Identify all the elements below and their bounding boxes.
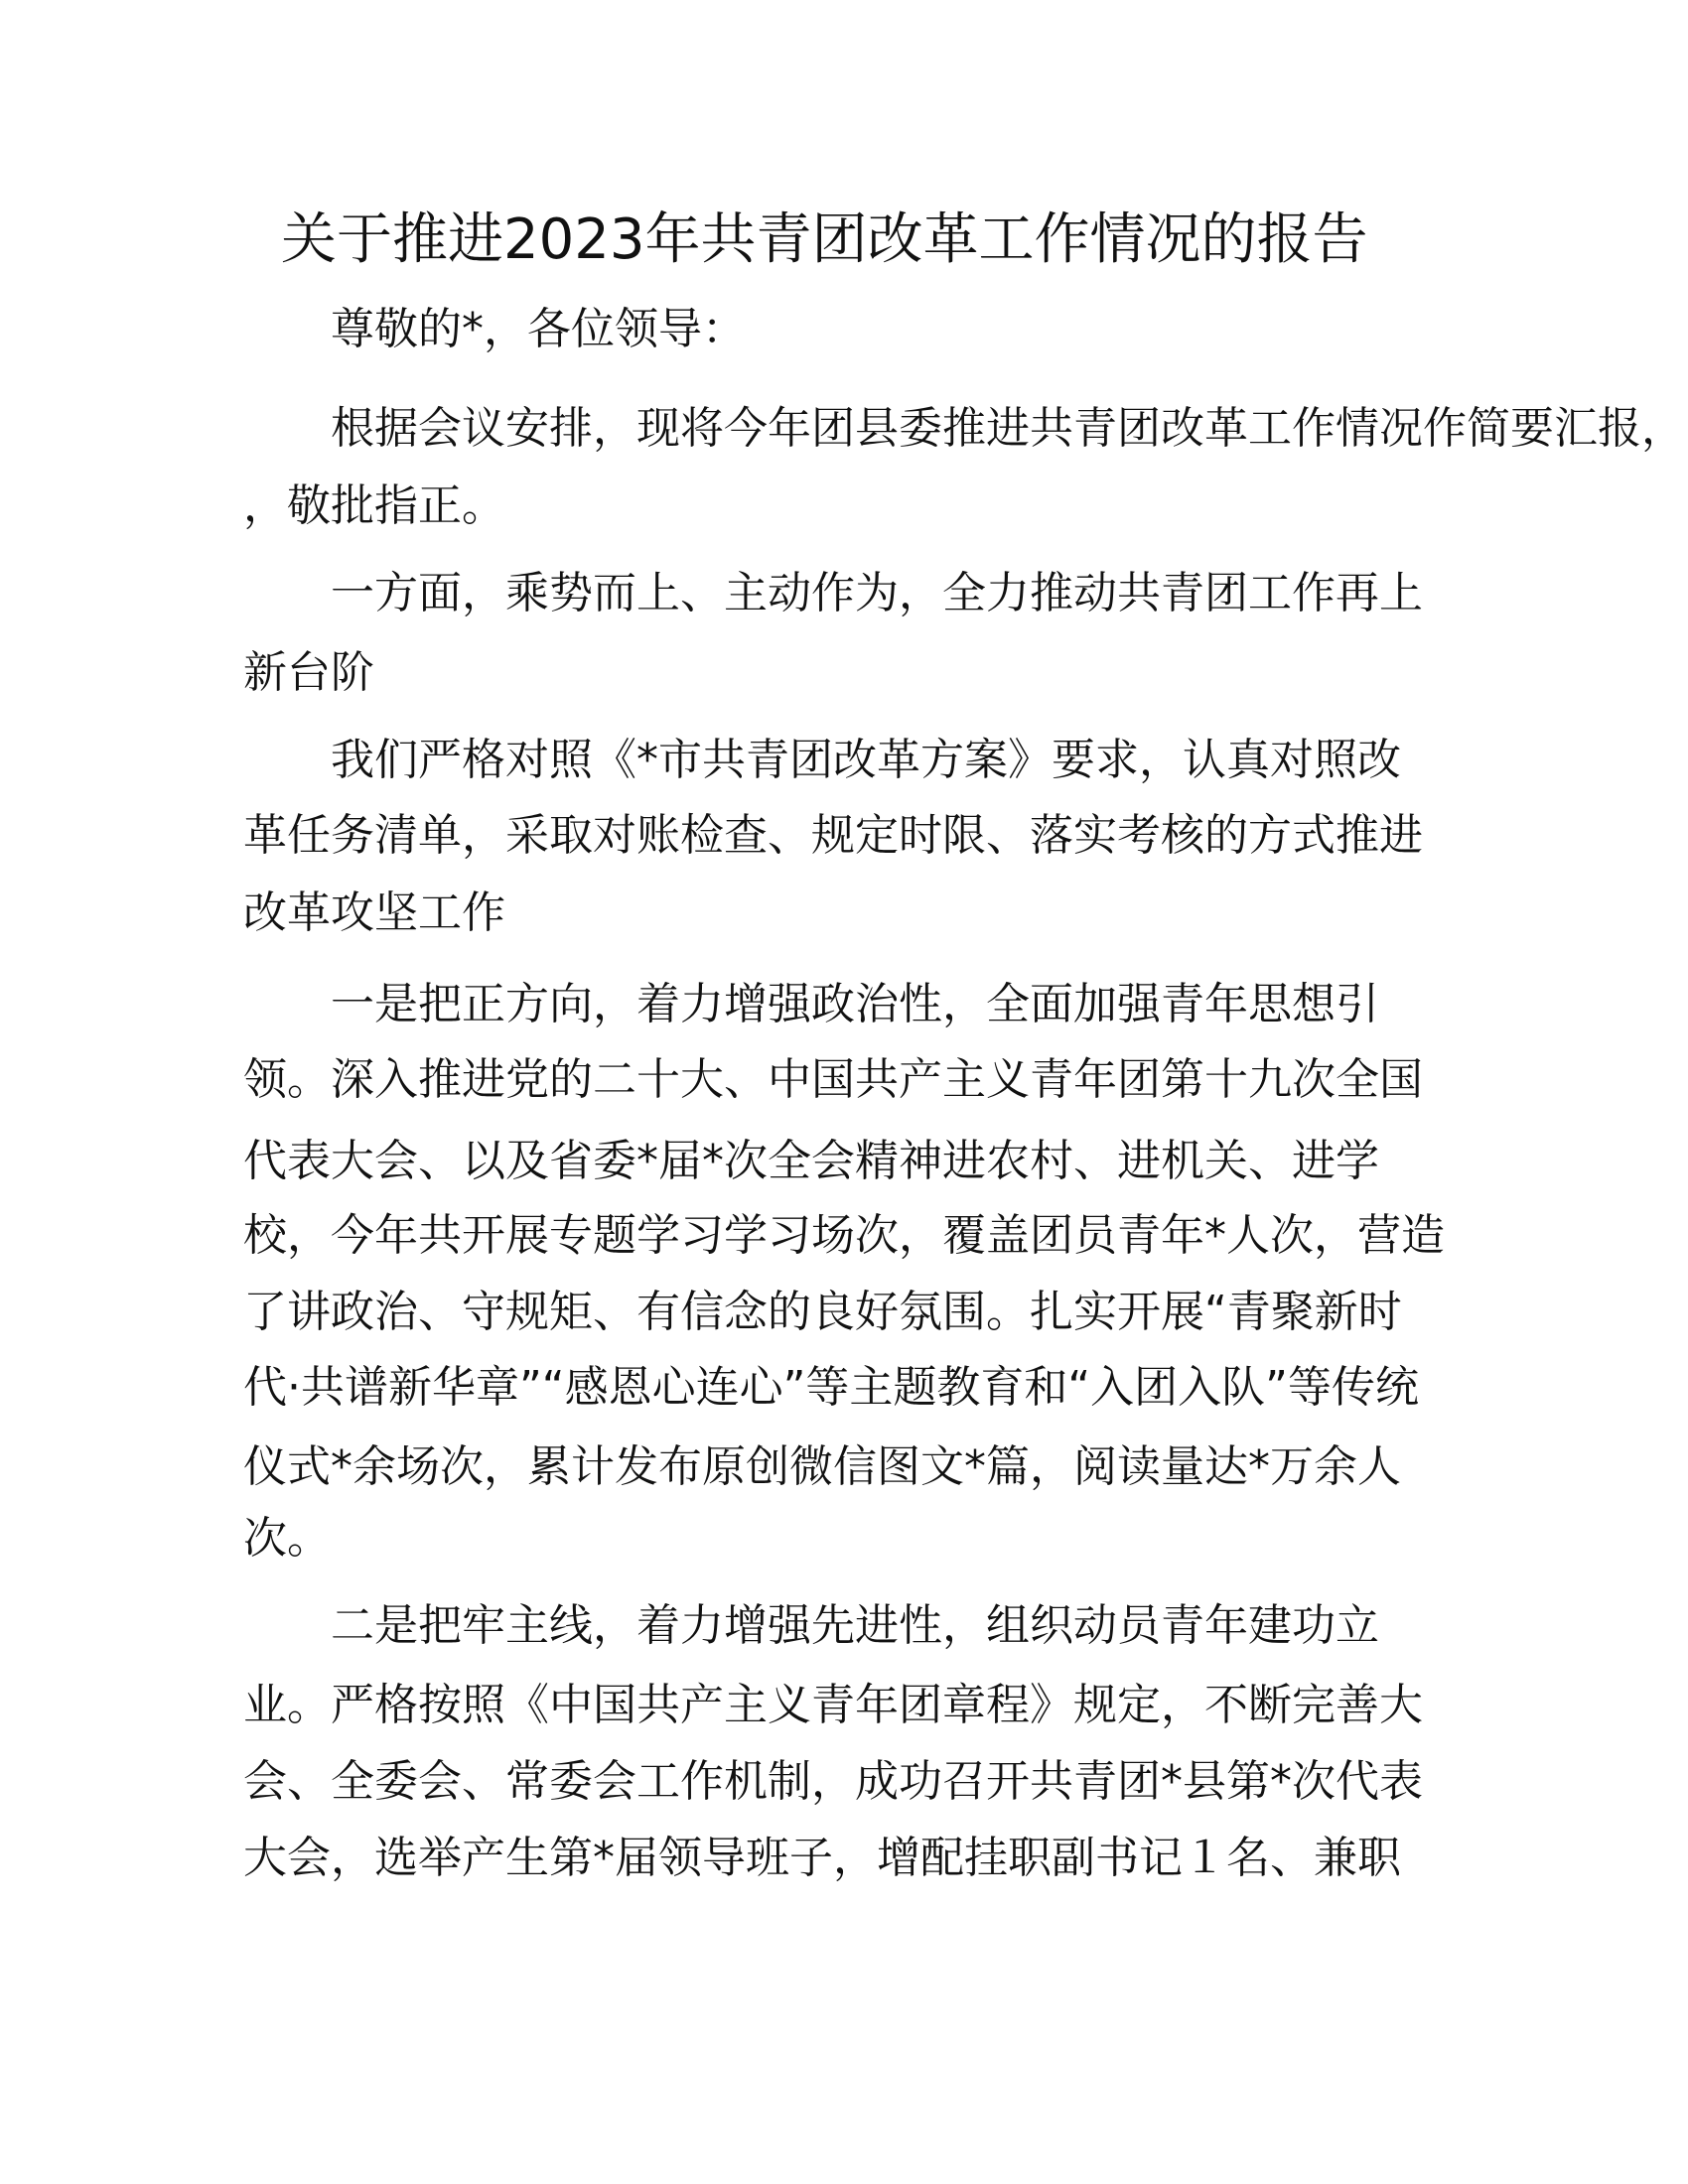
document-title: 关于推进2023年共青团改革工作情况的报告 bbox=[281, 207, 1368, 272]
paragraph-line: ，敬批指正。 bbox=[243, 480, 505, 531]
salutation-line: 尊敬的*，各位领导： bbox=[331, 304, 746, 354]
paragraph-line: 会、全委会、常委会工作机制，成功召开共青团*县第*次代表 bbox=[243, 1756, 1423, 1807]
paragraph-line: 我们严格对照《*市共青团改革方案》要求，认真对照改 bbox=[331, 735, 1401, 785]
paragraph-line: 大会，选举产生第*届领导班子，增配挂职副书记１名、兼职 bbox=[243, 1833, 1401, 1883]
paragraph-line: 仪式*余场次，累计发布原创微信图文*篇，阅读量达*万余人 bbox=[243, 1441, 1401, 1492]
paragraph-line: 业。严格按照《中国共产主义青年团章程》规定，不断完善大 bbox=[243, 1680, 1423, 1730]
paragraph-line: 了讲政治、守规矩、有信念的良好氛围。扎实开展“青聚新时 bbox=[243, 1287, 1402, 1337]
paragraph-line: 校，今年共开展专题学习学习场次，覆盖团员青年*人次，营造 bbox=[243, 1210, 1445, 1261]
paragraph-line: 代表大会、以及省委*届*次全会精神进农村、进机关、进学 bbox=[243, 1136, 1379, 1186]
paragraph-line: 领。深入推进党的二十大、中国共产主义青年团第十九次全国 bbox=[243, 1054, 1423, 1105]
section-heading-line: 一方面，乘势而上、主动作为，全力推动共青团工作再上 bbox=[331, 568, 1423, 618]
paragraph-line: 二是把牢主线，着力增强先进性，组织动员青年建功立 bbox=[331, 1600, 1379, 1651]
section-heading-line: 新台阶 bbox=[243, 647, 374, 698]
paragraph-line: 根据会议安排，现将今年团县委推进共青团改革工作情况作简要汇报， bbox=[331, 403, 1685, 454]
paragraph-line: 一是把正方向，着力增强政治性，全面加强青年思想引 bbox=[331, 979, 1379, 1029]
paragraph-line: 次。 bbox=[243, 1513, 331, 1564]
paragraph-line: 代·共谱新华章”“感恩心连心”等主题教育和“入团入队”等传统 bbox=[243, 1362, 1419, 1413]
paragraph-line: 革任务清单，采取对账检查、规定时限、落实考核的方式推进 bbox=[243, 810, 1423, 861]
paragraph-line: 改革攻坚工作 bbox=[243, 887, 505, 938]
